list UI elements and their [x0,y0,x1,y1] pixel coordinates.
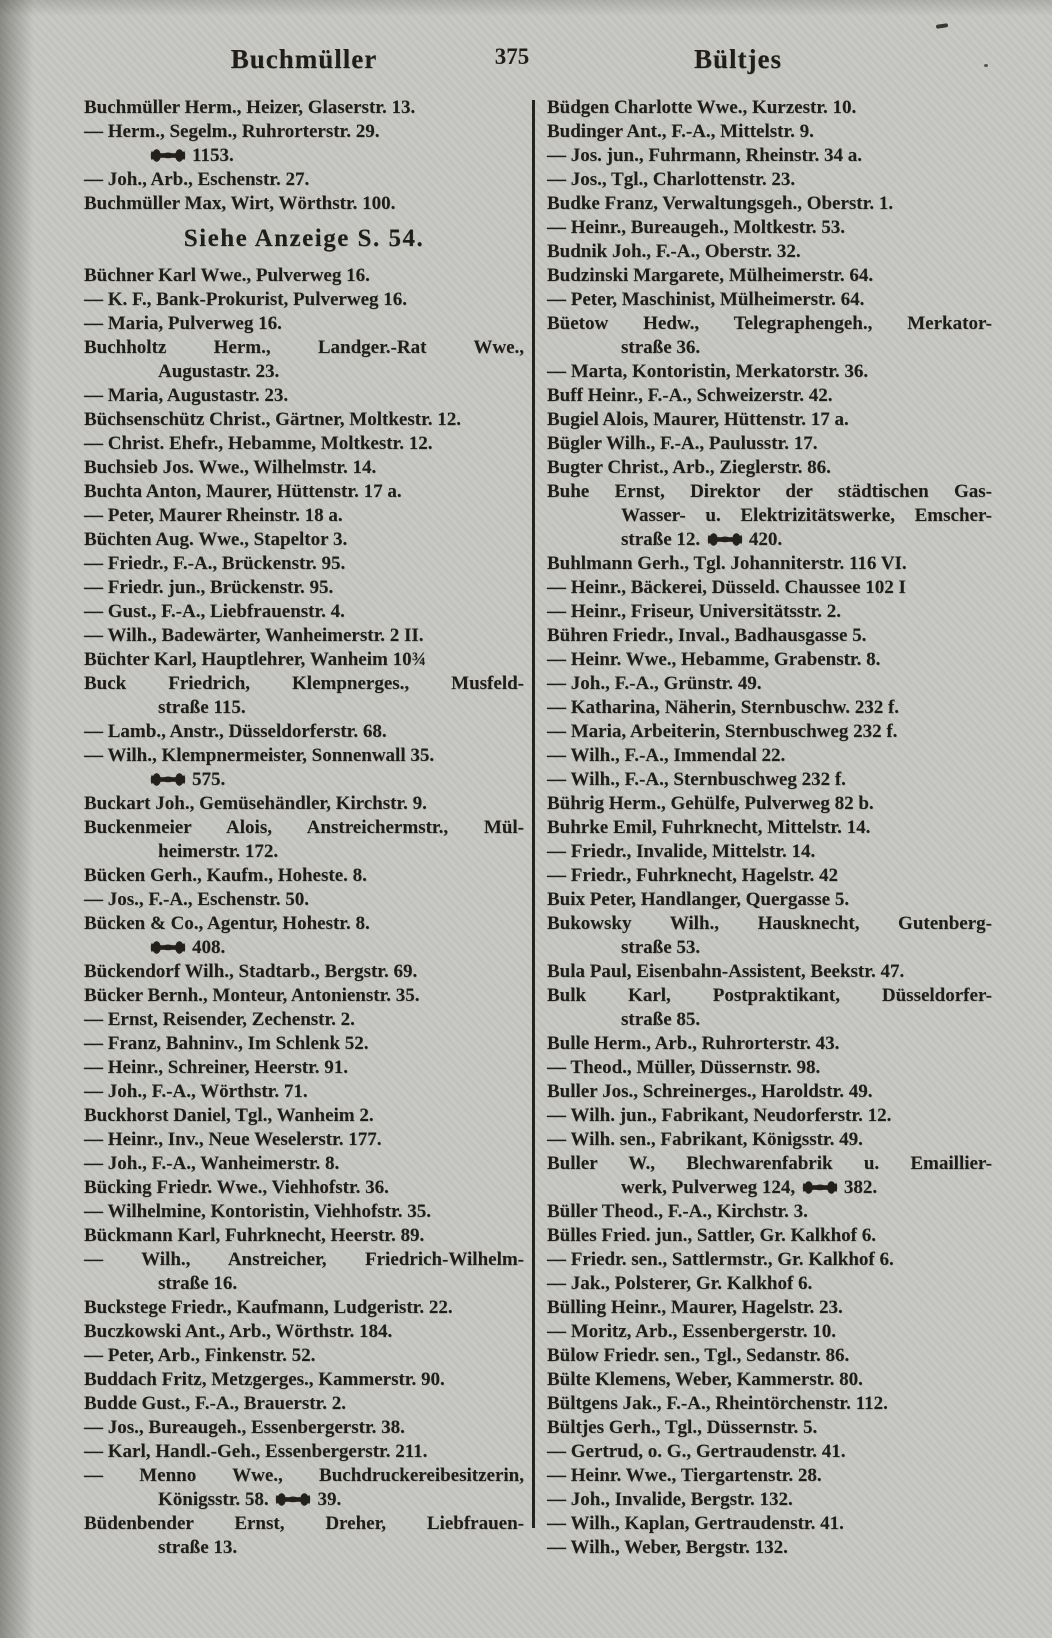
phone-number-line [84,1488,524,1512]
entry-text: straße 12. [621,529,701,550]
directory-entry-line: Buhe Ernst, Direktor der städtischen Gas- [547,481,992,502]
entry-continuation-line: Wasser- u. Elektrizitätswerke, Emscher- [621,505,992,526]
directory-entry-line: — Maria, Augustastr. 23. [84,385,289,406]
directory-entry-line: Bücking Friedr. Wwe., Viehhofstr. 36. [84,1177,389,1198]
directory-entry-line: Bukowsky Wilh., Hausknecht, Gutenberg- [547,913,992,934]
column-divider-rule [532,100,535,1528]
directory-entry-line: Bugiel Alois, Maurer, Hüttenstr. 17 a. [547,409,849,430]
entry-continuation-line: heimerstr. 172. [158,841,279,862]
directory-entry-line: Buddach Fritz, Metzgerges., Kammerstr. 90. [84,1369,445,1390]
directory-entry-line: — Wilh., F.-A., Sternbuschweg 232 f. [547,769,846,790]
directory-entry-line: Bückmann Karl, Fuhrknecht, Heerstr. 89. [84,1225,425,1246]
phone-number: 382. [843,1177,878,1198]
directory-entry-line: Büller Theod., F.-A., Kirchstr. 3. [547,1201,808,1222]
page-edge-shadow-left [0,0,34,1638]
directory-entry-line: Bühren Friedr., Inval., Badhausgasse 5. [547,625,867,646]
directory-entry-line: — Gust., F.-A., Liebfrauenstr. 4. [84,601,345,622]
directory-entry-line: — Friedr. jun., Brückenstr. 95. [84,577,334,598]
directory-entry-line: Büchter Karl, Hauptlehrer, Wanheim 10¾ [84,649,426,670]
entry-text: Königsstr. 58. [158,1489,269,1510]
directory-entry-line: — Peter, Maurer Rheinstr. 18 a. [84,505,343,526]
directory-entry-line: — Jos. jun., Fuhrmann, Rheinstr. 34 a. [547,145,862,166]
directory-entry-line: Büdgen Charlotte Wwe., Kurzestr. 10. [547,97,857,118]
directory-entry-line: — Friedr., F.-A., Brückenstr. 95. [84,553,346,574]
directory-entry-line: — Wilh., Badewärter, Wanheimerstr. 2 II. [84,625,424,646]
phone-number-line [547,528,992,552]
entry-continuation-line: straße 13. [158,1537,238,1558]
directory-entry-line: — Jos., F.-A., Eschenstr. 50. [84,889,310,910]
directory-entry-line: — Heinr. Wwe., Hebamme, Grabenstr. 8. [547,649,881,670]
directory-content [84,96,992,1598]
directory-entry-line: — Joh., Arb., Eschenstr. 27. [84,169,310,190]
directory-entry-line: — Friedr. sen., Sattlermstr., Gr. Kalkhof 6. [547,1249,894,1270]
directory-entry-line: Buckstege Friedr., Kaufmann, Ludgeristr. 22. [84,1297,453,1318]
header-left-keyword: Buchmüller [230,44,378,74]
directory-entry-line: Buhlmann Gerh., Tgl. Johanniterstr. 116 VI. [547,553,907,574]
telephone-receiver-icon [802,1180,838,1195]
directory-entry-line: Budnik Joh., F.-A., Oberstr. 32. [547,241,801,262]
directory-entry-line: Bugter Christ., Arb., Zieglerstr. 86. [547,457,831,478]
directory-entry-line: Bückendorf Wilh., Stadtarb., Bergstr. 69. [84,961,418,982]
directory-entry-line: Budde Gust., F.-A., Brauerstr. 2. [84,1393,346,1414]
telephone-receiver-icon [707,532,743,547]
telephone-receiver-icon [150,940,186,955]
directory-entry-line: Bührig Herm., Gehülfe, Pulverweg 82 b. [547,793,874,814]
telephone-receiver-icon [150,772,186,787]
directory-entry-line: — Franz, Bahninv., Im Schlenk 52. [84,1033,369,1054]
directory-entry-line: Buller W., Blechwarenfabrik u. Emaillier- [547,1153,992,1174]
directory-entry-line: — Friedr., Fuhrknecht, Hagelstr. 42 [547,865,838,886]
phone-number-line [84,768,524,792]
directory-entry-line: Buchmüller Max, Wirt, Wörthstr. 100. [84,193,396,214]
phone-number: 39. [317,1489,342,1510]
directory-entry-line: Büchten Aug. Wwe., Stapeltor 3. [84,529,348,550]
directory-entry-line: Bültgens Jak., F.-A., Rheintörchenstr. 112. [547,1393,888,1414]
directory-entry-line: Bücken & Co., Agentur, Hohestr. 8. [84,913,370,934]
entry-continuation-line: straße 16. [158,1273,238,1294]
phone-number: 575. [192,769,226,790]
directory-entry-line: Buix Peter, Handlanger, Quergasse 5. [547,889,850,910]
directory-entry-line: — Heinr., Bureaugeh., Moltkestr. 53. [547,217,846,238]
directory-entry-line: Buchmüller Herm., Heizer, Glaserstr. 13. [84,97,416,118]
directory-entry-line: — Peter, Arb., Finkenstr. 52. [84,1345,316,1366]
directory-entry-line: Buchsieb Jos. Wwe., Wilhelmstr. 14. [84,457,377,478]
directory-entry-line: — Gertrud, o. G., Gertraudenstr. 41. [547,1441,846,1462]
directory-entry-line: Bülling Heinr., Maurer, Hagelstr. 23. [547,1297,843,1318]
directory-entry-line: — Lamb., Anstr., Düsseldorferstr. 68. [84,721,387,742]
directory-entry-line: — Katharina, Näherin, Sternbuschw. 232 f. [547,697,900,718]
directory-entry-line: Buhrke Emil, Fuhrknecht, Mittelstr. 14. [547,817,871,838]
directory-entry-line: Buckhorst Daniel, Tgl., Wanheim 2. [84,1105,374,1126]
directory-entry-line: — Jos., Tgl., Charlottenstr. 23. [547,169,796,190]
directory-entry-line: — Theod., Müller, Düssernstr. 98. [547,1057,821,1078]
directory-column-left [84,96,524,1598]
directory-entry-line: — Wilh., F.-A., Immendal 22. [547,745,786,766]
directory-entry-line: Bula Paul, Eisenbahn-Assistent, Beekstr. 47. [547,961,905,982]
entry-continuation-line: Augustastr. 23. [158,361,280,382]
directory-entry-line: — Heinr., Friseur, Universitätsstr. 2. [547,601,841,622]
entry-continuation-line: straße 115. [158,697,246,718]
directory-entry-line: Buczkowski Ant., Arb., Wörthstr. 184. [84,1321,393,1342]
directory-entry-line: — Wilh. sen., Fabrikant, Königsstr. 49. [547,1129,863,1150]
phone-number-line [547,1176,992,1200]
directory-entry-line: — Menno Wwe., Buchdruckereibesitzerin, [84,1465,524,1486]
directory-entry-line: — Wilh., Kaplan, Gertraudenstr. 41. [547,1513,844,1534]
directory-entry-line: Büetow Hedw., Telegraphengeh., Merkator- [547,313,992,334]
directory-entry-line: — Friedr., Invalide, Mittelstr. 14. [547,841,816,862]
directory-entry-line: — Wilh., Weber, Bergstr. 132. [547,1537,788,1558]
directory-entry-line: Buller Jos., Schreinerges., Haroldstr. 49. [547,1081,873,1102]
phone-number: 408. [192,937,226,958]
directory-entry-line: — Joh., F.-A., Wanheimerstr. 8. [84,1153,340,1174]
paper-speck [936,23,948,29]
page-number: 375 [494,44,530,69]
directory-entry-line: Bücker Bernh., Monteur, Antonienstr. 35. [84,985,420,1006]
directory-entry-line: Bulle Herm., Arb., Ruhrorterstr. 43. [547,1033,840,1054]
entry-text: werk, Pulverweg 124, [621,1177,796,1198]
directory-entry-line: — Jos., Bureaugeh., Essenbergerstr. 38. [84,1417,405,1438]
page-header [0,44,1052,78]
directory-entry-line: Bügler Wilh., F.-A., Paulusstr. 17. [547,433,818,454]
directory-entry-line: Buckenmeier Alois, Anstreichermstr., Mül- [84,817,524,838]
directory-entry-line: Budke Franz, Verwaltungsgeh., Oberstr. 1. [547,193,894,214]
directory-entry-line: Büchner Karl Wwe., Pulverweg 16. [84,265,370,286]
directory-entry-line: Bulk Karl, Postpraktikant, Düsseldorfer- [547,985,992,1006]
directory-entry-line: — Heinr., Inv., Neue Weselerstr. 177. [84,1129,382,1150]
directory-entry-line: — Joh., F.-A., Grünstr. 49. [547,673,762,694]
directory-entry-line: — Wilhelmine, Kontoristin, Viehhofstr. 35. [84,1201,431,1222]
directory-entry-line: — Karl, Handl.-Geh., Essenbergerstr. 211. [84,1441,428,1462]
directory-entry-line: — Marta, Kontoristin, Merkatorstr. 36. [547,361,869,382]
directory-entry-line: Büdenbender Ernst, Dreher, Liebfrauen- [84,1513,524,1534]
directory-entry-line: — Heinr. Wwe., Tiergartenstr. 28. [547,1465,822,1486]
directory-entry-line: Bücken Gerh., Kaufm., Hoheste. 8. [84,865,367,886]
directory-entry-line: — Joh., Invalide, Bergstr. 132. [547,1489,793,1510]
directory-entry-line: Bültjes Gerh., Tgl., Düssernstr. 5. [547,1417,818,1438]
directory-entry-line: — Heinr., Schreiner, Heerstr. 91. [84,1057,349,1078]
phone-number: 1153. [192,145,234,166]
directory-entry-line: — Peter, Maschinist, Mülheimerstr. 64. [547,289,865,310]
directory-entry-line: Buckart Joh., Gemüsehändler, Kirchstr. 9. [84,793,427,814]
directory-entry-line: — Joh., F.-A., Wörthstr. 71. [84,1081,308,1102]
entry-continuation-line: straße 85. [621,1009,701,1030]
directory-entry-line: Buff Heinr., F.-A., Schweizerstr. 42. [547,385,833,406]
directory-entry-line: — K. F., Bank-Prokurist, Pulverweg 16. [84,289,408,310]
directory-entry-line: Budzinski Margarete, Mülheimerstr. 64. [547,265,874,286]
entry-continuation-line: straße 53. [621,937,701,958]
page-edge-shadow-top [0,0,1052,16]
directory-entry-line: — Wilh. jun., Fabrikant, Neudorferstr. 12. [547,1105,892,1126]
directory-entry-line: — Moritz, Arb., Essenbergerstr. 10. [547,1321,836,1342]
entry-continuation-line: straße 36. [621,337,701,358]
phone-number-line [84,144,524,168]
directory-entry-line: Bülte Klemens, Weber, Kammerstr. 80. [547,1369,863,1390]
directory-entry-line: Buck Friedrich, Klempnerges., Musfeld- [84,673,524,694]
directory-entry-line: — Christ. Ehefr., Hebamme, Moltkestr. 12. [84,433,433,454]
directory-entry-line: — Jak., Polsterer, Gr. Kalkhof 6. [547,1273,813,1294]
directory-entry-line: Bülow Friedr. sen., Tgl., Sedanstr. 86. [547,1345,850,1366]
see-advert-notice: Siehe Anzeige S. 54. [183,225,425,252]
directory-entry-line: — Maria, Pulverweg 16. [84,313,282,334]
directory-entry-line: — Ernst, Reisender, Zechenstr. 2. [84,1009,355,1030]
header-right-keyword: Bültjes [694,44,782,74]
directory-entry-line: Buchta Anton, Maurer, Hüttenstr. 17 a. [84,481,402,502]
directory-entry-line: — Wilh., Klempnermeister, Sonnenwall 35. [84,745,435,766]
directory-entry-line: — Herm., Segelm., Ruhrorterstr. 29. [84,121,380,142]
phone-number-line [84,936,524,960]
telephone-receiver-icon [275,1492,311,1507]
telephone-receiver-icon [150,148,186,163]
directory-entry-line: Bülles Fried. jun., Sattler, Gr. Kalkhof 6. [547,1225,877,1246]
phone-number: 420. [748,529,783,550]
directory-entry-line: Budinger Ant., F.-A., Mittelstr. 9. [547,121,814,142]
directory-entry-line: — Wilh., Anstreicher, Friedrich-Wilhelm- [84,1249,524,1270]
directory-column-right [547,96,992,1598]
directory-entry-line: Büchsenschütz Christ., Gärtner, Moltkestr. 12. [84,409,462,430]
directory-entry-line: Buchholtz Herm., Landger.-Rat Wwe., [84,337,524,358]
directory-entry-line: — Heinr., Bäckerei, Düsseld. Chaussee 102 I [547,577,906,598]
directory-entry-line: — Maria, Arbeiterin, Sternbuschweg 232 f. [547,721,898,742]
